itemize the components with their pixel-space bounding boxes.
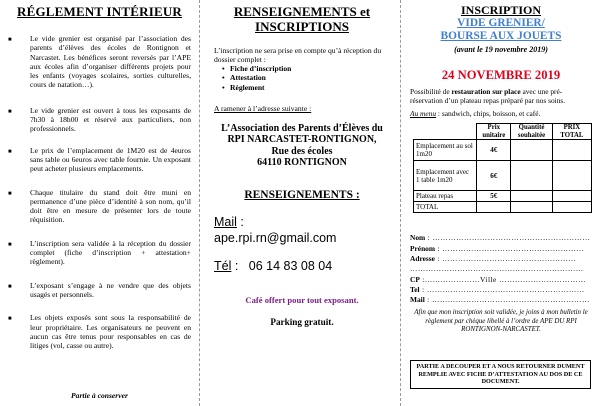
rule-item [8, 239, 191, 267]
form-field[interactable] [410, 275, 592, 285]
row-price: 5€ [477, 191, 511, 202]
contact-form [410, 233, 592, 305]
bullet-icon: ■ [8, 316, 12, 323]
total-cell[interactable] [552, 140, 591, 161]
table-row [414, 140, 592, 161]
bullet-icon: ■ [8, 148, 12, 155]
cut-return-notice: PARTIE A DECOUPER ET A NOUS RETOURNER DUMENT REMPLIE AVEC FICHE D’ATTESTATION AU DOS DE CE DOCUMENT. [410, 360, 591, 389]
form-field[interactable] [410, 254, 592, 264]
form-field[interactable] [410, 285, 592, 295]
doc-item-attestation: • Attestation [214, 73, 390, 82]
deadline-text: (avant le 19 novembre 2019) [454, 45, 548, 54]
address-line-3: Rue des écoles [271, 145, 333, 157]
form-field-dots[interactable]: : …………………………………………… [434, 253, 577, 263]
rule-text: Chaque titulaire du stand doit être muni en permanence d’une pièce d’identité à son nom, qu’il doit être en mesure de présenter lors de toute réquisition. [30, 187, 191, 225]
table-row [414, 161, 592, 191]
catering-bold: restauration sur place [451, 87, 521, 96]
event-date: 24 NOVEMBRE 2019 [441, 68, 561, 82]
row-label: Plateau repas [414, 191, 477, 202]
form-field-dots[interactable]: : …………………………………………………… [425, 233, 591, 243]
rule-item [8, 146, 191, 174]
bullet-icon: ■ [8, 108, 12, 115]
keep-part-label: Partie à conserver [71, 391, 128, 400]
form-field[interactable] [410, 244, 592, 254]
reglement-column [0, 0, 199, 406]
doc-item-reglement: • Règlement [214, 83, 390, 92]
menu-label: Au menu [410, 108, 437, 118]
catering-post: avec une pré-réservation d’un plateau repas préparé par nos soins. [410, 87, 566, 105]
rule-item [8, 34, 191, 90]
parking-info: Parking gratuit. [270, 316, 334, 327]
mail-label-line [214, 215, 390, 229]
rules-list [8, 34, 191, 350]
form-field-label: Adresse [410, 253, 435, 263]
rule-item [8, 313, 191, 350]
total-cell[interactable] [552, 202, 591, 213]
row-label: Emplacement au sol 1m20 [414, 140, 477, 161]
rule-item [8, 106, 191, 134]
form-field-label: Mail [410, 295, 425, 305]
form-field-label: CP [410, 274, 420, 284]
table-row [414, 202, 592, 213]
bullet-icon: ■ [8, 37, 12, 43]
col-header-total: PRIX TOTAL [552, 124, 591, 140]
form-field-dots[interactable]: : …………………………………………………… [424, 295, 590, 305]
payment-note: Afin que mon inscription soit validée, je joins à mon bulletin le règlement par chèque libellé à l’ordre de APE DU RPI RONTIGNON-NARCASTET. [414, 309, 588, 333]
quantity-cell[interactable] [511, 191, 552, 202]
row-price [477, 202, 511, 213]
renseignements-column [200, 0, 400, 406]
rule-item [8, 281, 191, 300]
quantity-cell[interactable] [511, 161, 552, 191]
menu-items: : sandwich, chips, boisson, et café. [436, 108, 541, 118]
row-price: 4€ [477, 140, 511, 161]
doc-item-fiche: • Fiche d’inscription [214, 64, 390, 73]
form-field-label: Nom [410, 233, 426, 243]
email-address[interactable]: ape.rpi.rn@gmail.com [214, 230, 337, 245]
bullet-icon: ■ [8, 190, 12, 197]
row-price: 6€ [477, 161, 511, 191]
phone-number[interactable]: 06 14 83 08 04 [248, 258, 333, 273]
table-header-row [414, 124, 592, 140]
quantity-cell[interactable] [511, 140, 552, 161]
rule-text: Le vide grenier est organisé par l’association des parents d’élèves des écoles de Rontignon et Narcastet. Les bénéfices seront reversés par l’APE aux écoles afin d’organiser différents projets pour les enfants (voyages scolaires, sorties culturelles, cours de natation…). [30, 34, 191, 90]
catering-text [410, 88, 592, 106]
table-row [414, 191, 592, 202]
rule-text: Le vide grenier est ouvert à tous les exposants de 7h30 à 18h00 et réservé aux particuliers, non professionnels. [30, 105, 191, 134]
quantity-cell[interactable] [511, 202, 552, 213]
rule-text: L’inscription sera validée à la réception du dossier complet (fiche d’inscription + attestation+ règlement). [30, 238, 191, 267]
required-docs-list [214, 64, 390, 92]
rule-text: Le prix de l’emplacement de 1M20 est de 4euros sans table ou 6euros avec table fournie. Un exposant peut acheter plusieurs emplacements. [30, 145, 191, 174]
order-table [413, 123, 592, 213]
rule-text: L’exposant s’engage à ne vendre que des objets usagés et personnels. [30, 280, 191, 299]
row-label: Emplacement avec 1 table 1m20 [414, 161, 477, 191]
form-field[interactable] [410, 264, 592, 274]
tel-sep: : [231, 258, 249, 273]
event-name-line-2: BOURSE AUX JOUETS [440, 30, 562, 42]
form-field[interactable] [410, 233, 592, 243]
total-cell[interactable] [552, 161, 591, 191]
return-address-label: A ramener à l’adresse suivante : [214, 103, 312, 113]
col-header-unit-price: Prix unitaire [477, 124, 511, 140]
renseignements-title: RENSEIGNEMENTS et INSCRIPTIONS [233, 4, 371, 34]
address-line-4: 64110 RONTIGNON [257, 157, 347, 169]
form-field[interactable] [410, 295, 592, 305]
coffee-offer: Café offert pour tout exposant. [245, 294, 359, 305]
catering-pre: Possibilité de [410, 87, 452, 96]
form-field-dots[interactable]: : ……………………………………………… [435, 243, 585, 253]
reglement-title: RÉGLEMENT INTÉRIEUR [16, 4, 182, 19]
bullet-icon: ■ [8, 283, 12, 290]
mail-sep: : [236, 214, 244, 229]
inscription-column [400, 0, 600, 406]
col-header-quantity: Quantité souhaitée [511, 124, 552, 140]
mail-label: Mail [214, 214, 237, 229]
renseignements-subtitle: RENSEIGNEMENTS : [244, 188, 360, 201]
total-cell[interactable] [552, 191, 591, 202]
form-field-label: Prénom [410, 243, 436, 253]
menu-text [410, 110, 592, 119]
rule-text: Les objets exposés sont sous la responsabilité de leur propriétaire. Les organisateurs ne peuvent en aucun cas être tenus pour responsables en cas de litiges (vol, casse ou autre). [30, 313, 191, 351]
form-field-label: Tel [410, 284, 420, 294]
form-field-dots[interactable]: : …………………………………………………… [419, 284, 585, 294]
phone-line [214, 259, 390, 273]
bullet-icon: ■ [8, 241, 12, 248]
address-line-1: L’Association des Parents d’Élèves du [221, 122, 383, 134]
address-line-2: RPI NARCASTET-RONTIGNON, [227, 134, 377, 146]
rule-item [8, 188, 191, 225]
form-field-dots[interactable]: ………………………………………………………… [410, 264, 584, 274]
event-name-line-1: VIDE GRENIER/ [457, 17, 545, 29]
form-field-dots[interactable]: :…………………Ville …………………………… [419, 274, 586, 284]
inscription-title: INSCRIPTION [460, 3, 541, 17]
intro-text: L’inscription ne sera prise en compte qu’à réception du dossier complet : [214, 46, 382, 64]
table-corner [414, 124, 477, 140]
row-label: TOTAL [414, 202, 477, 213]
tel-label: Tél [214, 258, 232, 273]
